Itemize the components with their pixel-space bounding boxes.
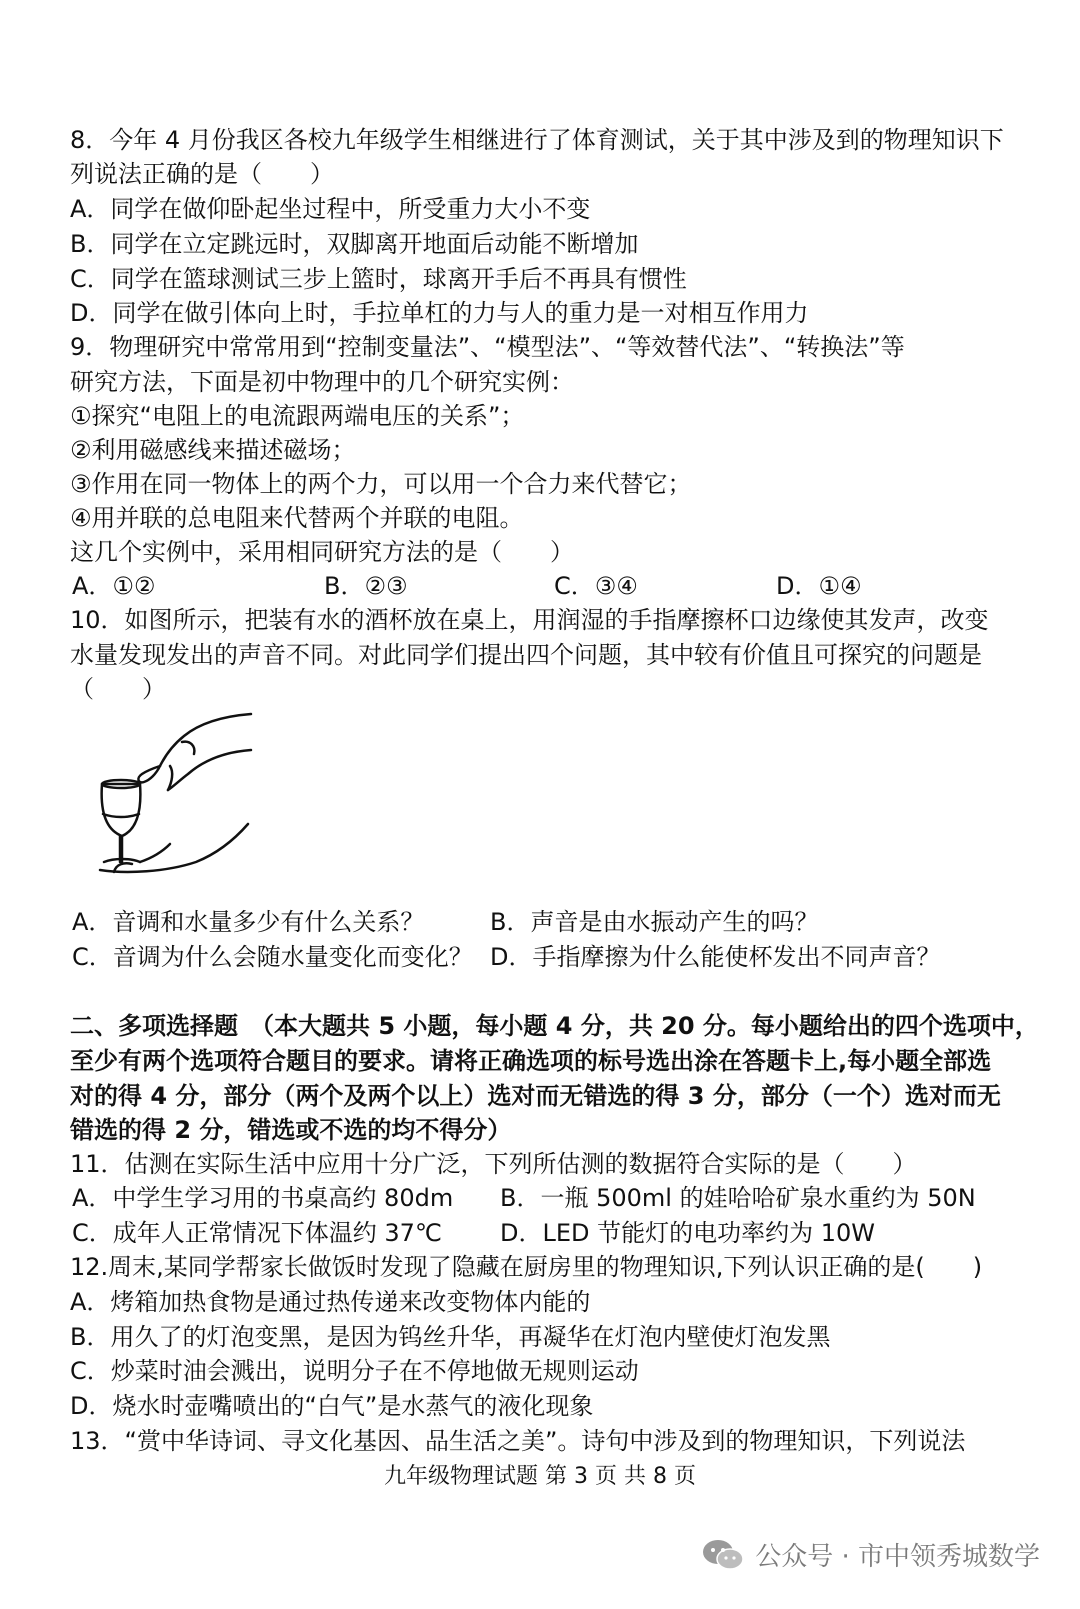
q9-item-1: ①探究“电阻上的电流跟两端电压的关系”； [70,402,525,430]
q10-stem-line3: （ ） [70,675,166,703]
q11-option-a: A．中学生学习用的书桌高约 80dm [72,1184,454,1212]
q11-stem: 11．估测在实际生活中应用十分广泛，下列所估测的数据符合实际的是（ ） [70,1150,917,1178]
q8-option-b: B．同学在立定跳远时，双脚离开地面后动能不断增加 [70,230,639,258]
section2-line3: 对的得 4 分，部分（两个及两个以上）选对而无错选的得 3 分，部分（一个）选对而无 [70,1082,1001,1110]
q8-option-c: C．同学在篮球测试三步上篮时，球离开手后不再具有惯性 [70,265,687,293]
q9-stem-line1: 9．物理研究中常常用到“控制变量法”、“模型法”、“等效替代法”、“转换法”等 [70,333,905,361]
q9-option-d: D．①④ [776,572,862,600]
q12-option-a: A．烤箱加热食物是通过热传递来改变物体内能的 [70,1288,591,1316]
q11-option-c: C．成年人正常情况下体温约 37℃ [72,1219,442,1247]
q10-option-d: D．手指摩擦为什么能使杯发出不同声音？ [490,943,941,971]
q9-question: 这几个实例中，采用相同研究方法的是（ ） [70,538,574,566]
q9-item-4: ④用并联的总电阻来代替两个并联的电阻。 [70,504,524,532]
q10-stem-line1: 10．如图所示，把装有水的酒杯放在桌上，用润湿的手指摩擦杯口边缘使其发声，改变 [70,606,989,634]
q12-option-c: C．炒菜时油会溅出，说明分子在不停地做无规则运动 [70,1357,639,1385]
q8-stem-line1: 8．今年 4 月份我区各校九年级学生相继进行了体育测试，关于其中涉及到的物理知识下 [70,126,1004,154]
q11-option-b: B．一瓶 500ml 的娃哈哈矿泉水重约为 50N [500,1184,976,1212]
q9-item-2: ②利用磁感线来描述磁场； [70,436,356,464]
q11-option-d: D．LED 节能灯的电功率约为 10W [500,1219,876,1247]
q10-option-b: B．声音是由水振动产生的吗？ [490,908,819,936]
wechat-icon [701,1538,745,1572]
wine-glass-hand-figure [96,712,256,877]
q8-option-d: D．同学在做引体向上时，手拉单杠的力与人的重力是一对相互作用力 [70,299,809,327]
q12-stem: 12.周末,某同学帮家长做饭时发现了隐藏在厨房里的物理知识,下列认识正确的是( ) [70,1253,983,1281]
q9-option-c: C．③④ [554,572,638,600]
q8-stem-line2: 列说法正确的是（ ） [70,160,334,188]
q10-option-c: C．音调为什么会随水量变化而变化？ [72,943,473,971]
q9-option-b: B．②③ [324,572,408,600]
q8-option-a: A．同学在做仰卧起坐过程中，所受重力大小不变 [70,195,591,223]
q12-option-b: B．用久了的灯泡变黑，是因为钨丝升华，再凝华在灯泡内壁使灯泡发黑 [70,1323,831,1351]
q12-option-d: D．烧水时壶嘴喷出的“白气”是水蒸气的液化现象 [70,1392,594,1420]
q9-item-3: ③作用在同一物体上的两个力，可以用一个合力来代替它； [70,470,692,498]
page-footer: 九年级物理试题 第 3 页 共 8 页 [384,1464,696,1489]
q10-option-a: A．音调和水量多少有什么关系？ [72,908,425,936]
q10-stem-line2: 水量发现发出的声音不同。对此同学们提出四个问题，其中较有价值且可探究的问题是 [70,641,982,669]
watermark-text: 公众号 · 市中领秀城数学 [755,1542,1040,1572]
section2-line4: 错选的得 2 分，错选或不选的均不得分） [70,1116,512,1144]
section2-line2: 至少有两个选项符合题目的要求。请将正确选项的标号选出涂在答题卡上,每小题全部选 [70,1047,992,1075]
q13-stem-line1: 13．“赏中华诗词、寻文化基因、品生活之美”。诗句中涉及到的物理知识，下列说法 [70,1427,966,1455]
q9-option-a: A．①② [72,572,156,600]
q9-stem-line2: 研究方法，下面是初中物理中的几个研究实例： [70,368,574,396]
watermark [701,1536,1040,1573]
section2-line1: 二、多项选择题 （本大题共 5 小题，每小题 4 分，共 20 分。每小题给出的四个选项中， [70,1012,1039,1040]
